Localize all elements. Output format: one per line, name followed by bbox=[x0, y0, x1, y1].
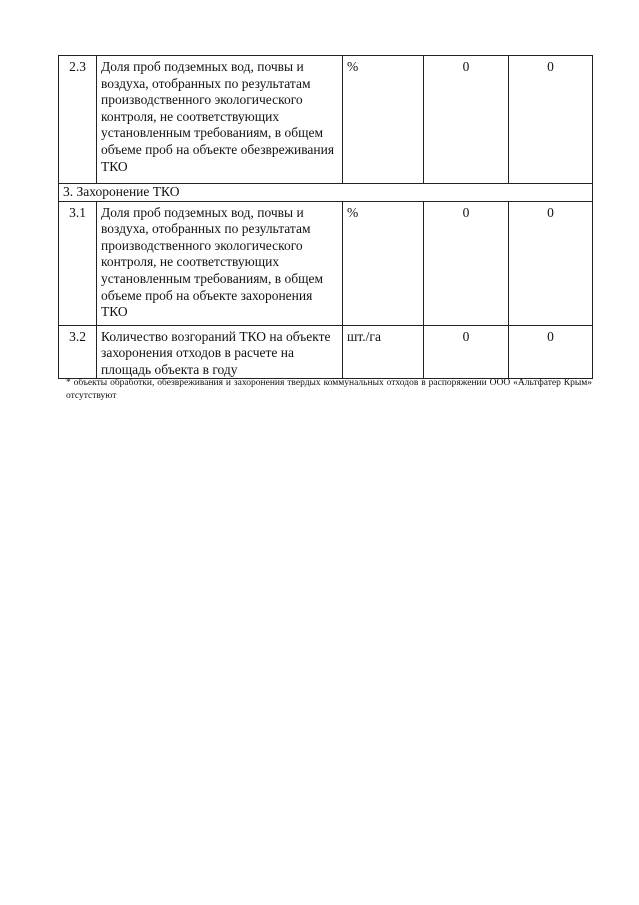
footnote: * объекты обработки, обезвреживания и захоронения твердых коммунальных отходов в распоряжении ООО «Альтфатер Крым» отсутствуют bbox=[66, 378, 592, 401]
table-row bbox=[59, 201, 593, 325]
value-cell-1: 0 bbox=[424, 56, 509, 184]
value-cell-2: 0 bbox=[509, 201, 593, 325]
row-number: 3.2 bbox=[59, 325, 97, 379]
row-number: 2.3 bbox=[59, 56, 97, 184]
row-number: 3.1 bbox=[59, 201, 97, 325]
indicator-description: Доля проб подземных вод, почвы и воздуха, отобранных по результатам производственного экологического контроля, не соответствующих установленным требованиям, в общем объеме проб на объекте захоронения ТКО bbox=[97, 201, 343, 325]
table-row bbox=[59, 325, 593, 379]
unit-cell: % bbox=[343, 201, 424, 325]
value-cell-2: 0 bbox=[509, 325, 593, 379]
section-title: 3. Захоронение ТКО bbox=[59, 184, 593, 202]
unit-cell: % bbox=[343, 56, 424, 184]
indicator-description: Доля проб подземных вод, почвы и воздуха, отобранных по результатам производственного экологического контроля, не соответствующих установленным требованиям, в общем объеме проб на объекте обезвреживания ТКО bbox=[97, 56, 343, 184]
section-row bbox=[59, 184, 593, 202]
table-row bbox=[59, 56, 593, 184]
indicator-table bbox=[58, 55, 593, 379]
indicator-description: Количество возгораний ТКО на объекте захоронения отходов в расчете на площадь объекта в году bbox=[97, 325, 343, 379]
value-cell-2: 0 bbox=[509, 56, 593, 184]
value-cell-1: 0 bbox=[424, 201, 509, 325]
value-cell-1: 0 bbox=[424, 325, 509, 379]
unit-cell: шт./га bbox=[343, 325, 424, 379]
